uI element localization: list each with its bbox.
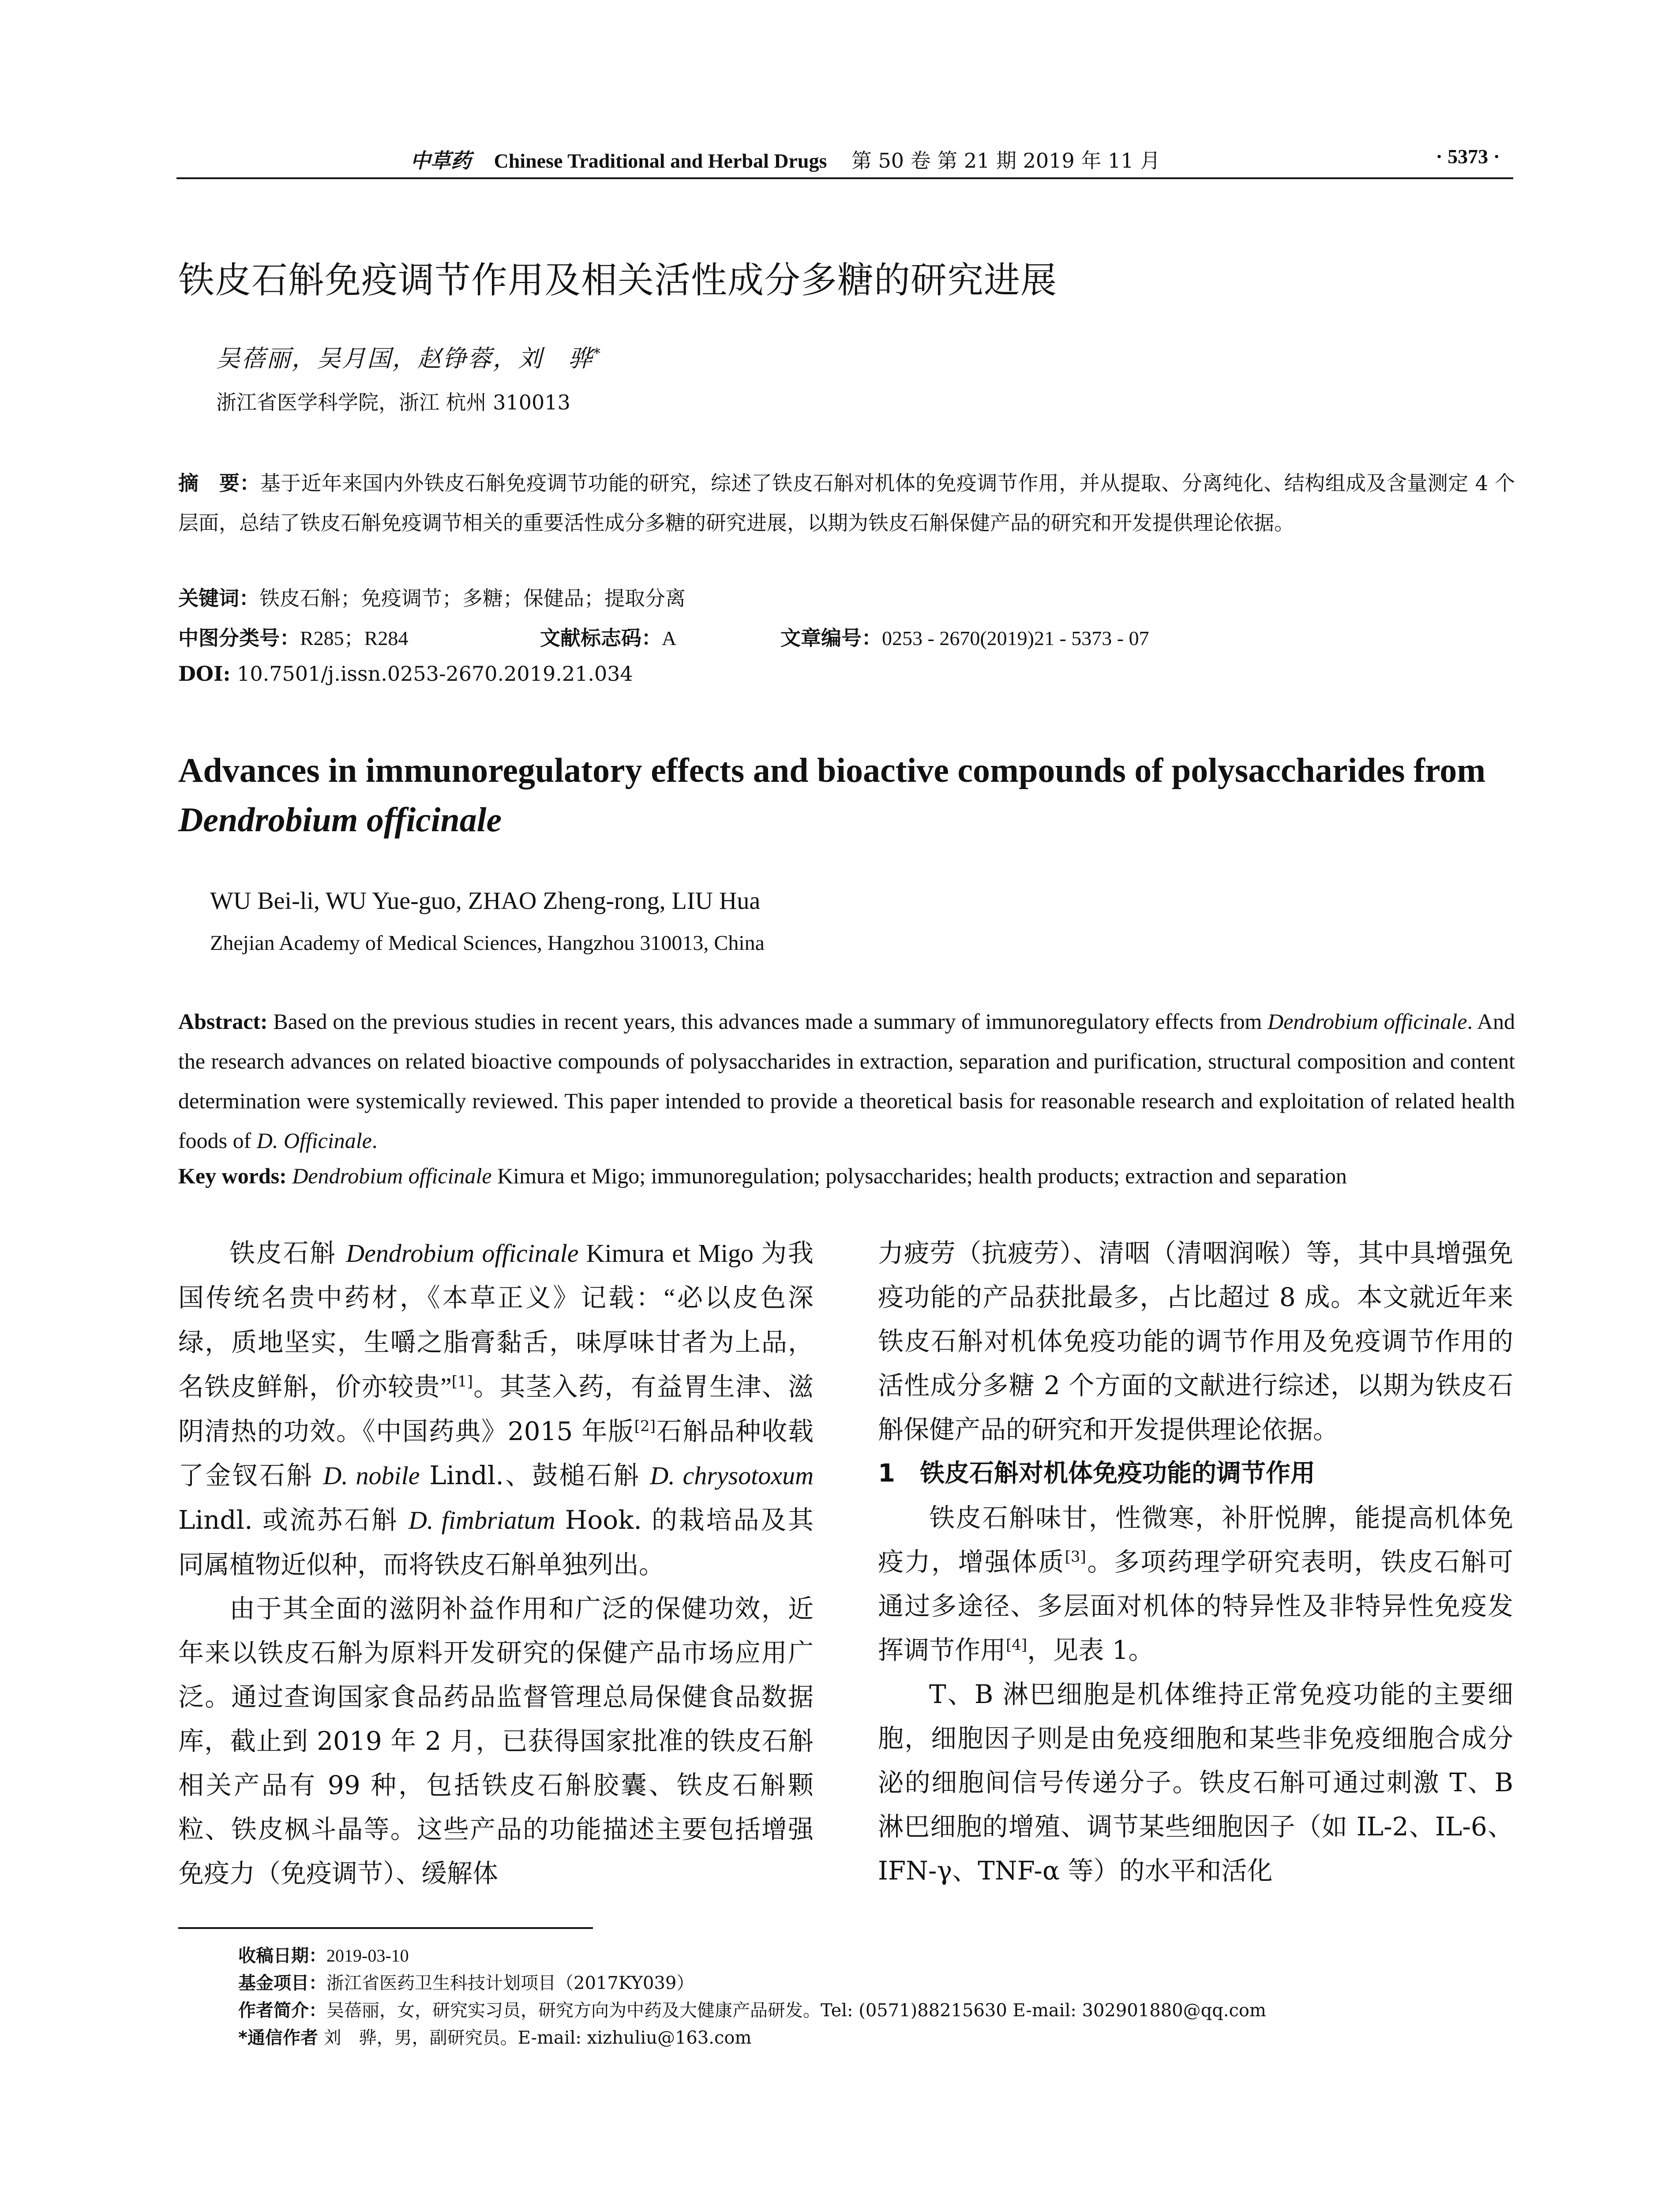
footnote-label: 收稿日期： [238,1946,326,1966]
body-paragraph: 力疲劳（抗疲劳）、清咽（清咽润喉）等，其中具增强免疫功能的产品获批最多，占比超过 8 成。本文就近年来铁皮石斛对机体免疫功能的调节作用及免疫调节作用的活性成分多糖 2 个方面的文献进行综述，以期为铁皮石斛保健产品的研究和开发提供理论依据。 [878,1238,1513,1444]
footnote-corresponding [238,2024,1518,2052]
abstract-en-species-1: Dendrobium officinale [1268,1009,1467,1034]
text-run: Kimura et Migo 为我国传统名贵中药材，《本草正义》记载：“必以皮色深绿，质地坚实，生嚼之脂膏黏舌，味厚味甘者为上品，名铁皮鲜斛，价亦较贵” [178,1239,814,1401]
body-paragraph: T、B 淋巴细胞是机体维持正常免疫功能的主要细胞，细胞因子则是由免疫细胞和某些非免疫细胞合成分泌的细胞间信号传递分子。铁皮石斛可通过刺激 T、B 淋巴细胞的增殖、调节某些细胞因子（如 IL-2、IL-6、IFN-γ、TNF-α 等）的水平和活化 [878,1679,1513,1886]
article-no-label: 文章编号： [780,626,882,650]
page-number: · 5373 · [1436,145,1500,168]
abstract-en [178,1002,1515,1160]
article-no-value: 0253 - 2670(2019)21 - 5373 - 07 [882,627,1149,649]
abstract-en-text-2: . And the research advances on related bioactive compounds of polysaccharides in extraction, separation and purification, structural composition and content determination were systemically reviewed. This paper intended to provide a theoretical basis for reasonable research and exploitation of related health foods of [178,1009,1515,1153]
abstract-en-text-3: . [371,1128,378,1153]
doi-line [178,662,633,686]
running-header [176,141,1513,179]
text-run: 铁皮石斛 [229,1238,346,1268]
keywords-cn-text: 铁皮石斛；免疫调节；多糖；保健品；提取分离 [259,586,686,610]
abstract-cn [178,463,1515,543]
abstract-en-species-2: D. Officinale [256,1128,372,1153]
footnote-label: *通信作者 [238,2028,318,2048]
clc-code [178,622,408,651]
text-run: Hook. 的栽培品及其同属植物近似种，而将铁皮石斛单独列出。 [178,1505,814,1579]
affiliation-cn: 浙江省医学科学院，浙江 杭州 310013 [216,390,570,414]
citation-ref[interactable]: [1] [451,1373,473,1391]
doc-code-label: 文献标志码： [540,626,662,650]
keywords-cn-label: 关键词： [178,586,259,610]
title-en-text: Advances in immunoregulatory effects and bioactive compounds of polysaccharides from [178,751,1486,789]
footnote-fund [238,1970,1518,1997]
footnote-received [238,1942,1518,1970]
species-name: D. chrysotoxum [650,1461,814,1490]
keywords-en [178,1160,1515,1191]
species-name: Dendrobium officinale [346,1239,579,1268]
article-number [780,622,1149,651]
species-name: D. fimbriatum [409,1506,555,1534]
body-paragraph [178,1231,814,1587]
title-cn: 铁皮石斛免疫调节作用及相关活性成分多糖的研究进展 [178,259,1058,301]
text-run: Lindl.、鼓槌石斛 [420,1460,650,1490]
text-run: Lindl. 或流苏石斛 [178,1505,409,1535]
doi-value[interactable]: 10.7501/j.issn.0253-2670.2019.21.034 [237,662,633,686]
title-en-species: Dendrobium officinale [178,800,502,839]
footnote-text: 刘 骅，男，副研究员。E-mail: xizhuliu@163.com [318,2028,752,2048]
journal-info [410,145,1160,174]
body-paragraph: 由于其全面的滋阴补益作用和广泛的保健功效，近年来以铁皮石斛为原料开发研究的保健产品市场应用广泛。通过查询国家食品药品监督管理总局保健食品数据库，截止到 2019 年 2 月，已获得国家批准的铁皮石斛相关产品有 99 种，包括铁皮石斛胶囊、铁皮石斛颗粒、铁皮枫斗晶等。这些产品的功能描述主要包括增强免疫力（免疫调节）、缓解体 [178,1594,814,1888]
footnotes [238,1942,1518,2052]
abstract-cn-label: 摘 要： [178,471,260,495]
keywords-en-label: Key words: [178,1163,287,1188]
footnote-author [238,1997,1518,2024]
body-paragraph [878,1496,1513,1672]
abstract-en-text-1: Based on the previous studies in recent years, this advances made a summary of immunoregulatory effects from [267,1009,1268,1034]
corresponding-mark: * [593,345,602,362]
abstract-cn-text: 基于近年来国内外铁皮石斛免疫调节功能的研究，综述了铁皮石斛对机体的免疫调节作用，并从提取、分离纯化、结构组成及含量测定 4 个层面，总结了铁皮石斛免疫调节相关的重要活性成分多糖的研究进展，以期为铁皮石斛保健产品的研究和开发提供理论依据。 [178,471,1515,535]
abstract-en-label: Abstract: [178,1009,268,1034]
journal-name-cn: 中草药 [410,149,471,173]
journal-name-en: Chinese Traditional and Herbal Drugs [494,150,827,172]
authors-en: WU Bei-li, WU Yue-guo, ZHAO Zheng-rong, LIU Hua [210,887,761,915]
text-run: ，见表 1。 [1027,1635,1154,1665]
doi-label: DOI: [178,662,231,686]
footnote-text: 吴蓓丽，女，研究实习员，研究方向为中药及大健康产品研发。Tel: (0571)88215630 E-mail: 302901880@qq.com [326,2000,1266,2021]
citation-ref[interactable]: [2] [634,1417,656,1435]
footnote-divider [178,1927,593,1929]
issue-info: 第 50 卷 第 21 期 2019 年 11 月 [851,149,1161,173]
classification-line [178,622,1515,653]
text-run: 。多项药理学研究表明，铁皮石斛可通过多途径、多层面对机体的特异性及非特异性免疫发挥调节作用 [878,1547,1513,1665]
affiliation-en: Zhejian Academy of Medical Sciences, Hangzhou 310013, China [210,931,765,955]
footnote-text: 2019-03-10 [326,1946,409,1966]
citation-ref[interactable]: [3] [1065,1548,1086,1566]
document-code [540,622,676,651]
body-column-left [178,1231,814,1895]
citation-ref[interactable]: [4] [1006,1636,1028,1654]
doc-code-value: A [662,627,677,649]
keywords-en-species: Dendrobium officinale [292,1163,492,1188]
clc-value: R285；R284 [300,627,409,649]
text-run: 。其茎入药，有益胃生津、滋阴清热的功效。《中国药典》2015 年版 [178,1372,814,1446]
species-name: D. nobile [323,1461,420,1490]
clc-label: 中图分类号： [178,626,300,650]
footnote-text: 浙江省医药卫生科技计划项目（2017KY039） [326,1973,694,1993]
section-heading: 1 铁皮石斛对机体免疫功能的调节作用 [878,1459,1315,1488]
keywords-en-text: Kimura et Migo; immunoregulation; polysaccharides; health products; extraction and separation [491,1163,1347,1188]
authors-cn-names: 吴蓓丽，吴月国，赵铮蓉，刘 骅 [216,345,593,372]
footnote-label: 作者简介： [238,2000,326,2021]
body-column-right [878,1231,1513,1893]
authors-cn [216,340,602,374]
footnote-label: 基金项目： [238,1973,326,1993]
text-run: 铁皮石斛味甘，性微寒，补肝悦脾，能提高机体免疫力，增强体质 [878,1503,1513,1577]
text-run: 石斛品种收载了金钗石斛 [178,1416,814,1490]
title-en [178,746,1515,844]
keywords-cn [178,582,686,612]
